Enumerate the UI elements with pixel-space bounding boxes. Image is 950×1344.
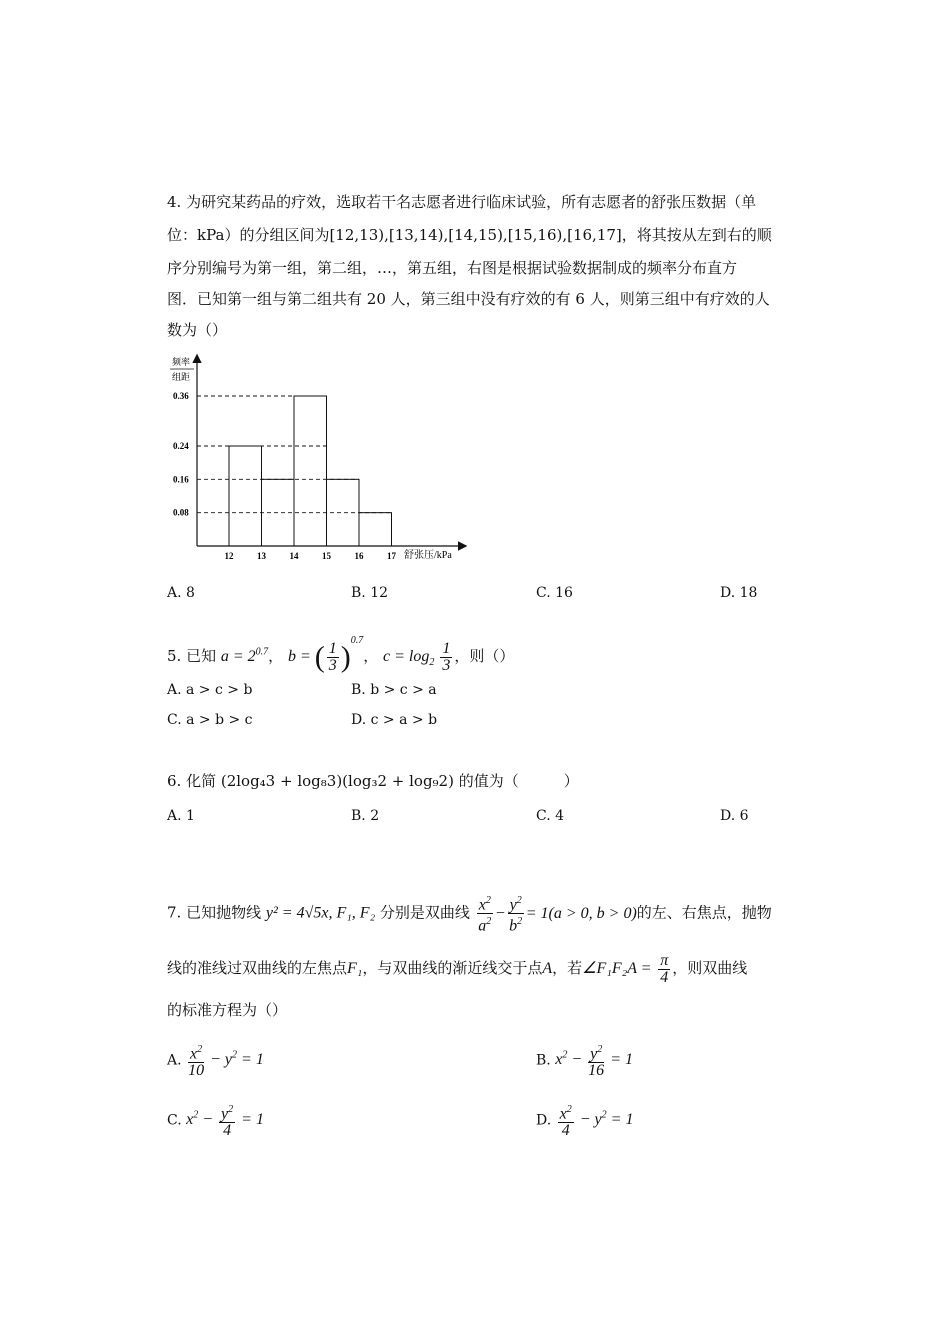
q5-stem: 5. 已知 $a = 2^{0.7}$， b = ( $\frac{1}{3}$ )$^{0.7}$， $c = \log_2$ $\frac{1}{3}$ ，则（） [167, 635, 515, 674]
x-tick-label: 14 [289, 551, 299, 561]
q5-prefix: 5. 已知 [167, 647, 217, 665]
q7-hyperbola: $\frac{x^2}{a^2}$ − $\frac{y^2}{b^2}$ = 1(a > 0, b > 0) [478, 895, 637, 935]
q7-option-d[interactable]: D. $\frac{x^2}{4}$ − $y^2 = 1$ [536, 1103, 634, 1140]
q4-text-line-4: 图．已知第一组与第二组共有 20 人，第三组中没有疗效的有 6 人，则第三组中有疗效的人 [167, 290, 770, 308]
histogram-bar [359, 513, 392, 546]
x-tick-label: 12 [224, 551, 234, 561]
q7-parabola: y² = 4√5x, F₁, F₂ [265, 904, 376, 922]
y-tick-label: 0.24 [173, 441, 189, 451]
histogram-bar [294, 396, 327, 546]
q5-suffix: ，则（） [454, 647, 515, 665]
q5-option-b[interactable]: B. b > c > a [351, 682, 437, 698]
q5-option-a[interactable]: A. a > c > b [167, 682, 253, 698]
q4-text-line-5: 数为（） [167, 321, 228, 339]
q7-angle: ∠F₁F₂A = [582, 960, 652, 977]
frequency-histogram [160, 350, 480, 570]
q4-text-line-1: 4. 为研究某药品的疗效，选取若干名志愿者进行临床试验，所有志愿者的舒张压数据（单 [167, 193, 757, 211]
q4-option-a[interactable]: A. 8 [167, 585, 195, 601]
q7-option-c[interactable]: C. $x^2$ − $\frac{y^2}{4}$ = 1 [167, 1103, 264, 1140]
q5-a-expr: $a = 2^{0.7}$ [220, 646, 269, 665]
q5-option-d[interactable]: D. c > a > b [351, 712, 438, 728]
q4-option-d[interactable]: D. 18 [720, 585, 758, 601]
x-tick-label: 16 [354, 551, 364, 561]
q7-stem-line-2: 线的准线过双曲线的左焦点F₁，与双曲线的渐近线交于点A，若∠F₁F₂A = $\frac{\pi}{4}$ ，则双曲线 [167, 951, 748, 986]
y-label-bottom: 组距 [172, 372, 191, 382]
q6-option-a[interactable]: A. 1 [167, 808, 195, 824]
q6-stem: 6. 化简 (2log₄3 + log₈3)(log₃2 + log₉2) 的值为（ ） [167, 772, 579, 790]
x-axis-label: 舒张压/kPa [404, 550, 452, 561]
q6-option-d[interactable]: D. 6 [720, 808, 749, 824]
q5-option-c[interactable]: C. a > b > c [167, 712, 253, 728]
q4-option-b[interactable]: B. 12 [351, 585, 389, 601]
q5-b-expr: b = ( $\frac{1}{3}$ )$^{0.7}$ [287, 635, 364, 674]
x-tick-label: 15 [322, 551, 331, 561]
q4-text-line-2: 位：kPa）的分组区间为[12,13),[13,14),[14,15),[15,16),[16,17]，将其按从左到右的顺 [167, 226, 772, 244]
q6-option-c[interactable]: C. 4 [536, 808, 565, 824]
histogram-bar [229, 446, 262, 546]
y-tick-label: 0.16 [173, 474, 189, 485]
y-tick-label: 0.36 [173, 391, 189, 401]
x-tick-label: 17 [387, 551, 396, 561]
y-label-top: 频率 [172, 357, 191, 367]
q4-text-line-3: 序分别编号为第一组，第二组，…，第五组，右图是根据试验数据制成的频率分布直方 [167, 259, 738, 277]
q7-option-a[interactable]: A. $\frac{x^2}{10}$ − $y^2 = 1$ [167, 1043, 264, 1080]
q5-c-expr: $c = \log_2$ $\frac{1}{3}$ [383, 639, 451, 674]
q6-option-b[interactable]: B. 2 [351, 808, 380, 824]
q4-option-c[interactable]: C. 16 [536, 585, 573, 601]
y-tick-label: 0.08 [173, 507, 189, 518]
q7-stem-line-1: 7. 已知抛物线 y² = 4√5x, F₁, F₂ 分别是双曲线 $\frac{x^2}{a^2}$ − $\frac{y^2}{b^2}$ = 1(a > 0, b > 0)的左、右焦点，抛物 [167, 895, 772, 935]
q7-stem-line-3: 的标准方程为（） [167, 1001, 288, 1019]
x-tick-label: 13 [257, 551, 266, 561]
q7-option-b[interactable]: B. $x^2$ − $\frac{y^2}{16}$ = 1 [536, 1043, 634, 1080]
